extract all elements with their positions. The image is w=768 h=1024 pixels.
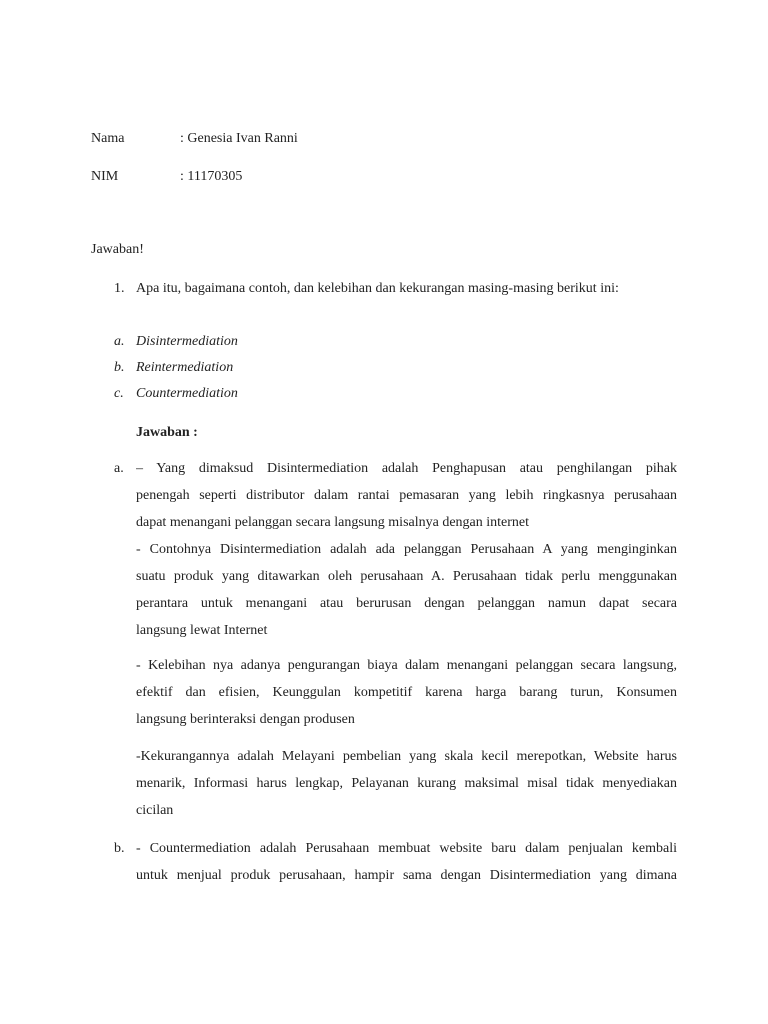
answer-a-definition (136, 460, 677, 541)
text-line: cicilan (136, 803, 174, 818)
option-marker-a: a. (114, 334, 125, 349)
answer-heading: Jawaban : (136, 425, 198, 440)
name-row (91, 130, 298, 148)
text-line: untuk menjual produk perusahaan, hampir sama dengan Disintermediation yang dimana (136, 868, 677, 883)
text-line: dapat menangani pelanggan secara langsung misalnya dengan internet (136, 515, 530, 530)
option-marker-c: c. (114, 386, 124, 401)
text-line: - Kelebihan nya adanya pengurangan biaya dalam menangani pelanggan secara langsung, (136, 658, 677, 673)
option-text-a: Disintermediation (136, 334, 238, 349)
nim-label: NIM (91, 169, 119, 184)
question-text: Apa itu, bagaimana contoh, dan kelebihan dan kekurangan masing-masing berikut ini: (136, 281, 619, 296)
option-text-b: Reintermediation (136, 360, 234, 375)
option-text-c: Countermediation (136, 386, 238, 401)
text-line: suatu produk yang ditawarkan oleh perusahaan A. Perusahaan tidak perlu menggunakan (136, 569, 677, 584)
text-line: penengah seperti distributor dalam rantai pemasaran yang lebih ringkasnya perusahaan (136, 488, 677, 503)
text-line: efektif dan efisien, Keunggulan kompetitif karena harga barang turun, Konsumen (136, 685, 677, 700)
text-line: -Kekurangannya adalah Melayani pembelian yang skala kecil merepotkan, Website harus (136, 749, 677, 764)
text-line: – Yang dimaksud Disintermediation adalah Penghapusan atau penghilangan pihak (136, 461, 677, 476)
text-line: - Contohnya Disintermediation adalah ada pelanggan Perusahaan A yang menginginkan (136, 542, 677, 557)
answer-b-definition (136, 840, 677, 894)
name-value: : Genesia Ivan Ranni (180, 131, 298, 146)
text-line: perantara untuk menangani atau berurusan dengan pelanggan namun dapat secara (136, 596, 677, 611)
option-marker-b: b. (114, 360, 125, 375)
name-label: Nama (91, 131, 125, 146)
nim-row (91, 168, 242, 186)
text-line: langsung berinteraksi dengan produsen (136, 712, 355, 727)
nim-value: : 11170305 (180, 169, 243, 184)
text-line: menarik, Informasi harus lengkap, Pelayanan kurang maksimal misal tidak menyediakan (136, 776, 677, 791)
text-line: - Countermediation adalah Perusahaan membuat website baru dalam penjualan kembali (136, 841, 677, 856)
answer-a-example (136, 541, 677, 649)
answer-b-marker: b. (114, 841, 125, 856)
intro-text: Jawaban! (91, 242, 144, 257)
question-number: 1. (114, 281, 125, 296)
text-line: langsung lewat Internet (136, 623, 268, 638)
answer-a-advantages (136, 657, 677, 738)
answer-a-disadvantages (136, 748, 677, 829)
answer-a-marker: a. (114, 461, 124, 476)
